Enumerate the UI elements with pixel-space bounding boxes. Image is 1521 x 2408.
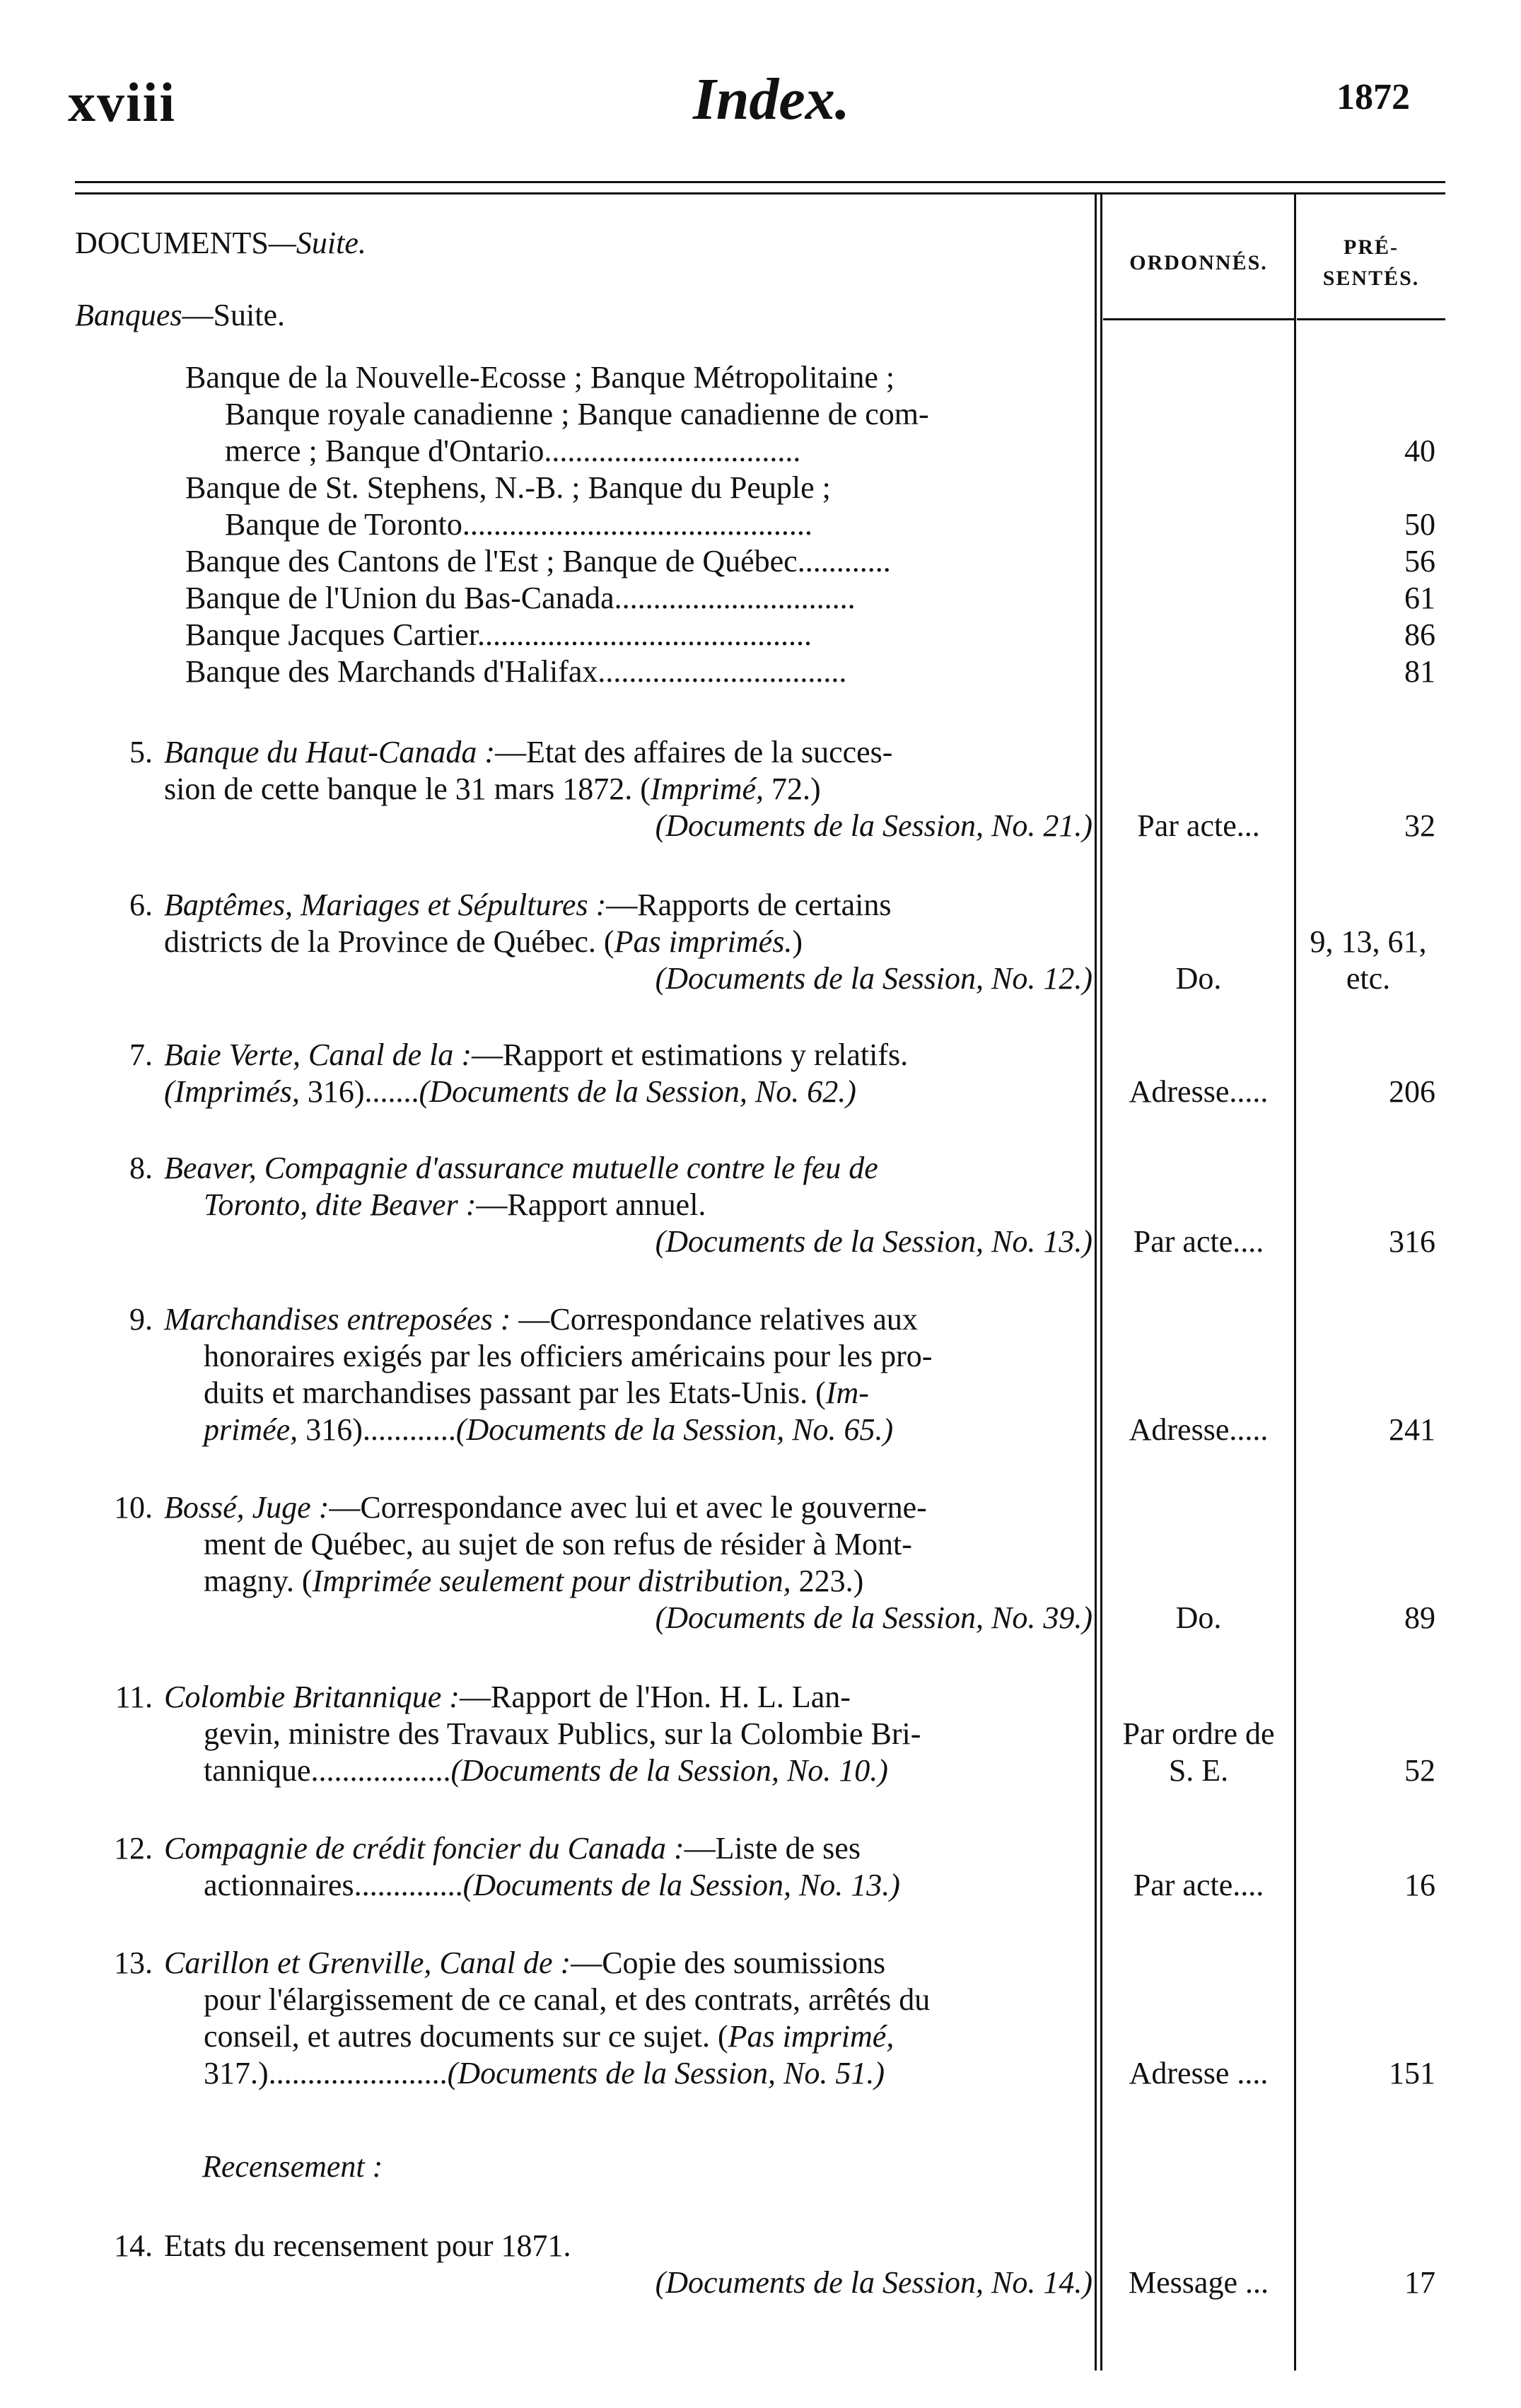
bank-line-1: Banque de la Nouvelle-Ecosse ; Banque Métropolitaine ; <box>185 360 895 395</box>
header-rule-bottom <box>75 192 1445 194</box>
entry-11-line-1: 11. Colombie Britannique :—Rapport de l'Hon. H. L. Lan- <box>115 1680 851 1714</box>
entry-11-line-2: gevin, ministre des Travaux Publics, sur la Colombie Bri- <box>204 1716 921 1751</box>
entry-12-presented: 16 <box>1404 1868 1435 1902</box>
entry-13-presented: 151 <box>1389 2056 1435 2090</box>
entry-6-line-2: districts de la Province de Québec. (Pas imprimés.) <box>164 924 803 959</box>
column-head-rule-2 <box>1297 318 1445 320</box>
bank-line-3-presented: 40 <box>1404 434 1435 468</box>
entry-10-line-3: magny. (Imprimée seulement pour distribution, 223.) <box>204 1564 864 1598</box>
subsection-heading: Banques—Suite. <box>75 298 285 332</box>
entry-7-line-2: (Imprimés, 316).......(Documents de la Session, No. 62.) <box>164 1074 856 1109</box>
entry-7-ordered: Adresse..... <box>1129 1074 1269 1109</box>
bank-line-8-presented: 86 <box>1404 617 1435 652</box>
bank-line-2: Banque royale canadienne ; Banque canadienne de com- <box>225 397 929 431</box>
entry-14-line-1: 14. Etats du recensement pour 1871. <box>114 2228 571 2263</box>
bank-line-3: merce ; Banque d'Ontario................................. <box>225 434 801 468</box>
section-heading: DOCUMENTS—Suite. <box>75 226 366 260</box>
column-header-ordered: ORDONNÉS. <box>1129 251 1268 274</box>
entry-10-line-2: ment de Québec, au sujet de son refus de résider à Mont- <box>204 1527 912 1561</box>
entry-10-reference: (Documents de la Session, No. 39.) <box>655 1600 1092 1635</box>
entry-13-line-3: conseil, et autres documents sur ce sujet. (Pas imprimé, <box>204 2019 894 2054</box>
entry-9-ordered: Adresse..... <box>1129 1412 1269 1447</box>
entry-13-line-4: 317.).......................(Documents de la Session, No. 51.) <box>204 2056 885 2090</box>
entry-9-line-4: primée, 316)............(Documents de la Session, No. 65.) <box>204 1412 894 1447</box>
entry-9-line-2: honoraires exigés par les officiers américains pour les pro- <box>204 1339 933 1373</box>
entry-12-line-2: actionnaires..............(Documents de la Session, No. 13.) <box>204 1868 900 1902</box>
entry-8-ordered: Par acte.... <box>1133 1224 1264 1259</box>
bank-line-4: Banque de St. Stephens, N.-B. ; Banque du Peuple ; <box>185 470 831 505</box>
entry-8-reference: (Documents de la Session, No. 13.) <box>655 1224 1092 1259</box>
entry-6-ordered: Do. <box>1175 961 1222 996</box>
entry-5-line-2: sion de cette banque le 31 mars 1872. (Imprimé, 72.) <box>164 772 821 806</box>
column-divider-1a <box>1095 192 1097 2371</box>
entry-6-presented-etc: etc. <box>1346 961 1391 996</box>
column-divider-2 <box>1294 192 1296 2371</box>
entry-12-line-1: 12. Compagnie de crédit foncier du Canada :—Liste de ses <box>114 1831 861 1866</box>
entry-14-presented: 17 <box>1404 2265 1435 2300</box>
entry-11-ordered: Par ordre de <box>1122 1716 1275 1751</box>
column-header-presented-2: SENTÉS. <box>1322 267 1420 290</box>
bank-line-5: Banque de Toronto............................................. <box>225 507 812 542</box>
entry-13-line-2: pour l'élargissement de ce canal, et des contrats, arrêtés du <box>204 1982 931 2017</box>
entry-6-reference: (Documents de la Session, No. 12.) <box>655 961 1092 996</box>
entry-13-ordered: Adresse .... <box>1129 2056 1269 2090</box>
entry-7-line-1: 7. Baie Verte, Canal de la :—Rapport et estimations y relatifs. <box>129 1037 909 1072</box>
bank-line-7-presented: 61 <box>1404 581 1435 615</box>
bank-line-5-presented: 50 <box>1404 507 1435 542</box>
entry-5-reference: (Documents de la Session, No. 21.) <box>655 808 1092 843</box>
column-head-rule-1 <box>1103 318 1294 320</box>
entry-8-line-1: 8. Beaver, Compagnie d'assurance mutuelle contre le feu de <box>129 1151 878 1185</box>
bank-line-8: Banque Jacques Cartier........................................... <box>185 617 812 652</box>
header-rule-top <box>75 181 1445 183</box>
entry-11-line-3: tannique..................(Documents de la Session, No. 10.) <box>204 1753 888 1788</box>
entry-6-line-1: 6. Baptêmes, Mariages et Sépultures :—Rapports de certains <box>129 888 892 922</box>
bank-line-7: Banque de l'Union du Bas-Canada............................... <box>185 581 856 615</box>
entry-11-ordered-2: S. E. <box>1168 1753 1229 1788</box>
page-year: 1872 <box>1336 77 1410 117</box>
column-divider-1b <box>1100 192 1102 2371</box>
entry-7-presented: 206 <box>1389 1074 1435 1109</box>
entry-5-presented: 32 <box>1404 808 1435 843</box>
section-number: xviii <box>68 71 177 133</box>
entry-9-presented: 241 <box>1389 1412 1435 1447</box>
bank-line-9-presented: 81 <box>1404 654 1435 689</box>
bank-line-9: Banque des Marchands d'Halifax................................ <box>185 654 847 689</box>
entry-11-presented: 52 <box>1404 1753 1435 1788</box>
page-title: Index. <box>693 66 850 132</box>
column-header-presented-1: PRÉ- <box>1344 235 1399 259</box>
entry-13-line-1: 13. Carillon et Grenville, Canal de :—Copie des soumissions <box>114 1945 886 1980</box>
entry-5-ordered: Par acte... <box>1137 808 1260 843</box>
entry-8-presented: 316 <box>1389 1224 1435 1259</box>
entry-10-presented: 89 <box>1404 1600 1435 1635</box>
census-heading: Recensement : <box>202 2149 383 2184</box>
entry-5-line-1: 5. Banque du Haut-Canada :—Etat des affaires de la succes- <box>129 735 893 769</box>
entry-8-line-2: Toronto, dite Beaver :—Rapport annuel. <box>204 1187 706 1222</box>
bank-line-6-presented: 56 <box>1404 544 1435 578</box>
entry-6-presented: 9, 13, 61, <box>1310 924 1427 959</box>
bank-line-6: Banque des Cantons de l'Est ; Banque de Québec............ <box>185 544 891 578</box>
entry-14-ordered: Message ... <box>1129 2265 1269 2300</box>
entry-9-line-1: 9. Marchandises entreposées : —Correspondance relatives aux <box>129 1302 918 1337</box>
entry-10-ordered: Do. <box>1175 1600 1222 1635</box>
entry-9-line-3: duits et marchandises passant par les Etats-Unis. (Im- <box>204 1375 869 1410</box>
entry-12-ordered: Par acte.... <box>1133 1868 1264 1902</box>
entry-10-line-1: 10. Bossé, Juge :—Correspondance avec lui et avec le gouverne- <box>114 1490 927 1525</box>
entry-14-reference: (Documents de la Session, No. 14.) <box>655 2265 1092 2300</box>
